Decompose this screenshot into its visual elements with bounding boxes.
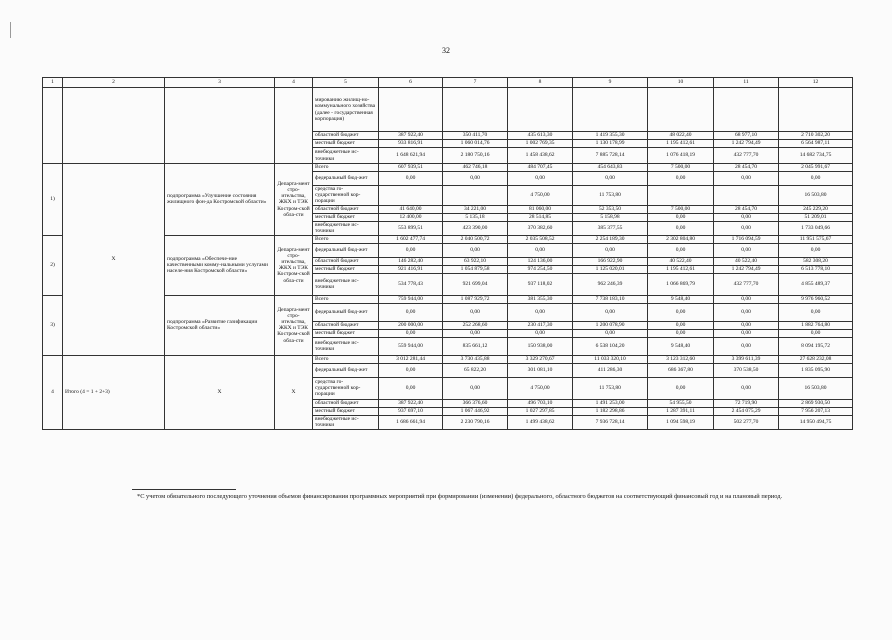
value-cell [779, 88, 853, 132]
empty-cell [275, 88, 313, 164]
value-cell: 759 944,00 [379, 295, 443, 303]
value-cell: 41 640,00 [379, 205, 443, 213]
header-cell: 6 [379, 78, 443, 88]
value-cell: 1 087 929,72 [443, 295, 508, 303]
value-cell: 366 376,60 [443, 399, 508, 407]
value-cell: 0,00 [443, 329, 508, 337]
value-cell: 1 200 078,90 [573, 321, 648, 329]
value-cell: 0,00 [779, 303, 853, 321]
value-cell: 150 938,00 [508, 337, 573, 355]
value-cell: 974 254,50 [508, 265, 573, 273]
funding-source-cell: местный бюджет [313, 407, 379, 415]
value-cell: 937 697,10 [379, 407, 443, 415]
value-cell [573, 88, 648, 132]
value-cell: 0,00 [714, 303, 779, 321]
page-number: 32 [442, 46, 450, 55]
value-cell: 4 750,00 [508, 186, 573, 206]
subprogram-name: подпрограмма «Развитие газификации Костромской области» [165, 295, 275, 355]
executor-cell: Департа-мент стро-ительства, ЖКХ и ТЭК Костром-ской обла-сти [275, 164, 313, 236]
value-cell: 0,00 [573, 243, 648, 257]
value-cell: 68 977,10 [714, 132, 779, 140]
value-cell: 16 503,80 [779, 186, 853, 206]
funding-source-cell: местный бюджет [313, 140, 379, 148]
value-cell: 28 454,70 [714, 205, 779, 213]
footnote-separator [132, 489, 236, 490]
empty-cell [63, 88, 165, 164]
value-cell: 0,00 [714, 172, 779, 186]
value-cell: 0,00 [714, 321, 779, 329]
value-cell: 1 067 446,92 [443, 407, 508, 415]
value-cell: 0,00 [443, 172, 508, 186]
value-cell: 11 951 575,67 [779, 235, 853, 243]
value-cell: 7 500,00 [648, 164, 714, 172]
value-cell: 0,00 [714, 213, 779, 221]
value-cell: 6 513 778,10 [779, 265, 853, 273]
value-cell: 200 000,00 [379, 321, 443, 329]
value-cell: 0,00 [443, 243, 508, 257]
value-cell: 0,00 [648, 329, 714, 337]
value-cell: 3 012 281,44 [379, 355, 443, 363]
value-cell: 63 922,10 [443, 257, 508, 265]
value-cell: 6 564 987,11 [779, 140, 853, 148]
value-cell: 0,00 [714, 329, 779, 337]
value-cell: 28 454,70 [714, 164, 779, 172]
value-cell: 370 538,50 [714, 363, 779, 377]
value-cell: 0,00 [443, 377, 508, 399]
value-cell: 1 242 794,49 [714, 265, 779, 273]
value-cell: 0,00 [379, 363, 443, 377]
header-cell: 8 [508, 78, 573, 88]
value-cell: 11 033 320,10 [573, 355, 648, 363]
value-cell: 387 922,40 [379, 399, 443, 407]
value-cell: 7 885 728,14 [573, 148, 648, 164]
value-cell: 1 094 598,19 [648, 415, 714, 429]
value-cell: 0,00 [779, 172, 853, 186]
subprogram-index: 2) [43, 235, 63, 295]
funding-source-cell: федеральный бюд-жет [313, 303, 379, 321]
value-cell: 4 750,00 [508, 377, 573, 399]
value-cell: 0,00 [714, 295, 779, 303]
value-cell: 3 730 435,88 [443, 355, 508, 363]
header-cell: 7 [443, 78, 508, 88]
value-cell: 2 302 804,80 [648, 235, 714, 243]
value-cell: 146 282,40 [379, 257, 443, 265]
value-cell: 432 777,70 [714, 148, 779, 164]
value-cell: 0,00 [573, 329, 648, 337]
value-cell [379, 186, 443, 206]
table-row [43, 88, 853, 132]
funding-source-cell: внебюджетные ис-точники [313, 148, 379, 164]
value-cell: 2 869 930,50 [779, 399, 853, 407]
value-cell: 1 125 020,01 [573, 265, 648, 273]
value-cell: 7 738 183,10 [573, 295, 648, 303]
value-cell: 16 503,80 [779, 377, 853, 399]
value-cell: 0,00 [714, 337, 779, 355]
value-cell: 1 182 298,86 [573, 407, 648, 415]
value-cell: 933 816,91 [379, 140, 443, 148]
margin-mark [10, 22, 11, 38]
value-cell: 3 399 611,39 [714, 355, 779, 363]
value-cell [443, 186, 508, 206]
value-cell: 1 882 764,80 [779, 321, 853, 329]
value-cell: 607 939,51 [379, 164, 443, 172]
value-cell: 1 076 418,19 [648, 148, 714, 164]
value-cell: 370 382,60 [508, 221, 573, 235]
value-cell [714, 88, 779, 132]
value-cell: 411 286,30 [573, 363, 648, 377]
table-row [43, 295, 853, 303]
value-cell: 4 855 489,37 [779, 273, 853, 295]
value-cell: 54 955,50 [648, 399, 714, 407]
value-cell: 0,00 [573, 303, 648, 321]
value-cell: 496 703,10 [508, 399, 573, 407]
value-cell: 9 548,40 [648, 337, 714, 355]
funding-source-cell: Всего [313, 295, 379, 303]
value-cell: 534 778,43 [379, 273, 443, 295]
value-cell: 5 158,98 [573, 213, 648, 221]
header-cell: 9 [573, 78, 648, 88]
funding-source-cell: областной бюджет [313, 205, 379, 213]
value-cell: 12 400,00 [379, 213, 443, 221]
value-cell: 1 195 412,61 [648, 140, 714, 148]
value-cell: 14 950 494,75 [779, 415, 853, 429]
empty-cell [165, 88, 275, 164]
x-mark-cell: X [275, 355, 313, 429]
value-cell: 1 060 014,76 [443, 140, 508, 148]
value-cell: 28 514,85 [508, 213, 573, 221]
value-cell: 1 499 438,62 [508, 415, 573, 429]
value-cell: 0,00 [648, 172, 714, 186]
value-cell: 0,00 [508, 172, 573, 186]
header-cell: 4 [275, 78, 313, 88]
value-cell: 1 686 661,94 [379, 415, 443, 429]
value-cell: 0,00 [648, 213, 714, 221]
value-cell: 166 922,90 [573, 257, 648, 265]
header-cell: 10 [648, 78, 714, 88]
value-cell: 6 538 104,20 [573, 337, 648, 355]
value-cell: 124 136,00 [508, 257, 573, 265]
subprogram-index: 1) [43, 164, 63, 236]
value-cell: 0,00 [648, 377, 714, 399]
value-cell: 72 719,90 [714, 399, 779, 407]
header-cell: 12 [779, 78, 853, 88]
subprogram-name: подпрограмма «Обеспече-ние качественными комму-нальными услугами населе-ния Костромской области» [165, 235, 275, 295]
value-cell: 9 976 960,52 [779, 295, 853, 303]
funding-source-cell: мированию жилищ-но-коммунального хозяйства (далее - государственная корпорация) [313, 88, 379, 132]
value-cell: 385 377,55 [573, 221, 648, 235]
table-row [43, 164, 853, 172]
value-cell: 2 180 750,16 [443, 148, 508, 164]
value-cell: 387 922,40 [379, 132, 443, 140]
value-cell: 686 367,80 [648, 363, 714, 377]
value-cell: 1 002 769,35 [508, 140, 573, 148]
executor-cell: Департа-мент стро-ительства, ЖКХ и ТЭК Костром-ской обла-сти [275, 235, 313, 295]
value-cell: 2 254 189,30 [573, 235, 648, 243]
value-cell: 1 458 438,62 [508, 148, 573, 164]
value-cell: 921 416,91 [379, 265, 443, 273]
funding-source-cell: местный бюджет [313, 329, 379, 337]
value-cell: 432 777,70 [714, 273, 779, 295]
value-cell: 0,00 [779, 329, 853, 337]
funding-source-cell: средства го-сударственной кор-порации [313, 377, 379, 399]
value-cell: 51 209,01 [779, 213, 853, 221]
value-cell: 462 746,18 [443, 164, 508, 172]
value-cell: 0,00 [648, 221, 714, 235]
value-cell: 5 135,18 [443, 213, 508, 221]
funding-source-cell: внебюджетные ис-точники [313, 415, 379, 429]
value-cell: 301 081,10 [508, 363, 573, 377]
value-cell: 1 287 391,11 [648, 407, 714, 415]
value-cell: 0,00 [714, 221, 779, 235]
total-name: Итого (4 = 1 + 2+3) [63, 355, 165, 429]
value-cell: 1 130 178,99 [573, 140, 648, 148]
value-cell: 2 710 302,20 [779, 132, 853, 140]
funding-source-cell: Всего [313, 355, 379, 363]
value-cell: 582 308,20 [779, 257, 853, 265]
table-row [43, 355, 853, 363]
value-cell: 3 329 270,67 [508, 355, 573, 363]
value-cell: 962 246,39 [573, 273, 648, 295]
funding-source-cell: областной бюджет [313, 257, 379, 265]
table-row [43, 235, 853, 243]
value-cell: 1 419 355,30 [573, 132, 648, 140]
funding-source-cell: средства го-сударственной кор-порации [313, 186, 379, 206]
value-cell: 1 054 879,58 [443, 265, 508, 273]
header-cell: 5 [313, 78, 379, 88]
value-cell: 0,00 [508, 243, 573, 257]
value-cell: 1 027 297,85 [508, 407, 573, 415]
value-cell: 835 661,12 [443, 337, 508, 355]
header-cell: 3 [165, 78, 275, 88]
value-cell: 0,00 [779, 243, 853, 257]
value-cell: 1 733 049,66 [779, 221, 853, 235]
subprogram-name: подпрограмма «Улучшение состояния жилищного фон-да Костромской области» [165, 164, 275, 236]
value-cell: 559 944,00 [379, 337, 443, 355]
header-row [43, 78, 853, 88]
value-cell: 48 022,40 [648, 132, 714, 140]
value-cell: 350 411,70 [443, 132, 508, 140]
table-body [43, 78, 853, 430]
value-cell: 0,00 [714, 243, 779, 257]
value-cell: 11 753,80 [573, 377, 648, 399]
funding-source-cell: федеральный бюд-жет [313, 363, 379, 377]
value-cell: 14 682 734,75 [779, 148, 853, 164]
value-cell [648, 186, 714, 206]
executor-cell: Департа-мент стро-ительства, ЖКХ и ТЭК Костром-ской обла-сти [275, 295, 313, 355]
index-cell [43, 88, 63, 164]
funding-source-cell: Всего [313, 164, 379, 172]
value-cell [508, 88, 573, 132]
value-cell: 7 956 207,13 [779, 407, 853, 415]
funding-source-cell: областной бюджет [313, 321, 379, 329]
value-cell: 0,00 [379, 303, 443, 321]
value-cell: 0,00 [648, 303, 714, 321]
value-cell: 423 390,00 [443, 221, 508, 235]
funding-source-cell: внебюджетные ис-точники [313, 337, 379, 355]
value-cell: 484 707,45 [508, 164, 573, 172]
funding-source-cell: Всего [313, 235, 379, 243]
value-cell: 7 500,00 [648, 205, 714, 213]
value-cell: 435 613,30 [508, 132, 573, 140]
footnote: *С учетом обязательного последующего уточнения объемов финансирования программных мероприятий при формировании (изменении) федерального, областного бюджетов на соответствующий финансовый год и на плановый период. [137, 493, 783, 500]
funding-source-cell: федеральный бюд-жет [313, 243, 379, 257]
value-cell: 65 822,20 [443, 363, 508, 377]
value-cell: 52 353,50 [573, 205, 648, 213]
value-cell: 1 602 477,74 [379, 235, 443, 243]
value-cell: 40 522,40 [648, 257, 714, 265]
value-cell: 502 277,70 [714, 415, 779, 429]
value-cell: 0,00 [648, 321, 714, 329]
value-cell: 1 491 253,00 [573, 399, 648, 407]
value-cell [443, 88, 508, 132]
value-cell: 2 040 500,72 [443, 235, 508, 243]
value-cell: 2 035 508,52 [508, 235, 573, 243]
value-cell: 921 699,04 [443, 273, 508, 295]
value-cell: 245 229,20 [779, 205, 853, 213]
value-cell: 252 268,60 [443, 321, 508, 329]
value-cell: 40 522,40 [714, 257, 779, 265]
value-cell: 937 118,02 [508, 273, 573, 295]
value-cell: 0,00 [379, 172, 443, 186]
financing-table [42, 77, 853, 430]
value-cell: 1 835 095,90 [779, 363, 853, 377]
value-cell [648, 88, 714, 132]
value-cell: 2 045 991,67 [779, 164, 853, 172]
value-cell: 1 242 794,49 [714, 140, 779, 148]
value-cell: 0,00 [379, 243, 443, 257]
value-cell: 0,00 [379, 377, 443, 399]
funding-source-cell: федеральный бюд-жет [313, 172, 379, 186]
value-cell: 27 628 232,08 [779, 355, 853, 363]
value-cell: 0,00 [379, 329, 443, 337]
value-cell: 0,00 [714, 377, 779, 399]
value-cell: 8 094 195,72 [779, 337, 853, 355]
header-cell: 1 [43, 78, 63, 88]
value-cell: 0,00 [648, 243, 714, 257]
subprogram-index: 3) [43, 295, 63, 355]
funding-source-cell: областной бюджет [313, 399, 379, 407]
value-cell: 1 648 621,94 [379, 148, 443, 164]
value-cell: 34 221,00 [443, 205, 508, 213]
funding-source-cell: внебюджетные ис-точники [313, 273, 379, 295]
header-cell: 2 [63, 78, 165, 88]
value-cell: 230 417,30 [508, 321, 573, 329]
value-cell: 1 066 869,79 [648, 273, 714, 295]
x-mark-cell: X [63, 164, 165, 356]
value-cell: 1 716 094,59 [714, 235, 779, 243]
value-cell: 11 753,80 [573, 186, 648, 206]
value-cell [714, 186, 779, 206]
value-cell: 7 936 728,14 [573, 415, 648, 429]
funding-source-cell: областной бюджет [313, 132, 379, 140]
value-cell: 0,00 [443, 303, 508, 321]
value-cell: 2 230 790,16 [443, 415, 508, 429]
value-cell: 0,00 [573, 172, 648, 186]
header-cell: 11 [714, 78, 779, 88]
value-cell: 81 060,00 [508, 205, 573, 213]
value-cell: 2 454 075,29 [714, 407, 779, 415]
value-cell: 0,00 [508, 303, 573, 321]
value-cell: 0,00 [508, 329, 573, 337]
funding-source-cell: местный бюджет [313, 213, 379, 221]
value-cell: 381 355,30 [508, 295, 573, 303]
value-cell: 9 548,40 [648, 295, 714, 303]
funding-source-cell: местный бюджет [313, 265, 379, 273]
value-cell: 3 123 312,60 [648, 355, 714, 363]
x-mark-cell: X [165, 355, 275, 429]
value-cell [379, 88, 443, 132]
funding-source-cell: внебюджетные ис-точники [313, 221, 379, 235]
value-cell: 1 195 412,61 [648, 265, 714, 273]
value-cell: 454 643,83 [573, 164, 648, 172]
total-index: 4 [43, 355, 63, 429]
value-cell: 553 899,51 [379, 221, 443, 235]
